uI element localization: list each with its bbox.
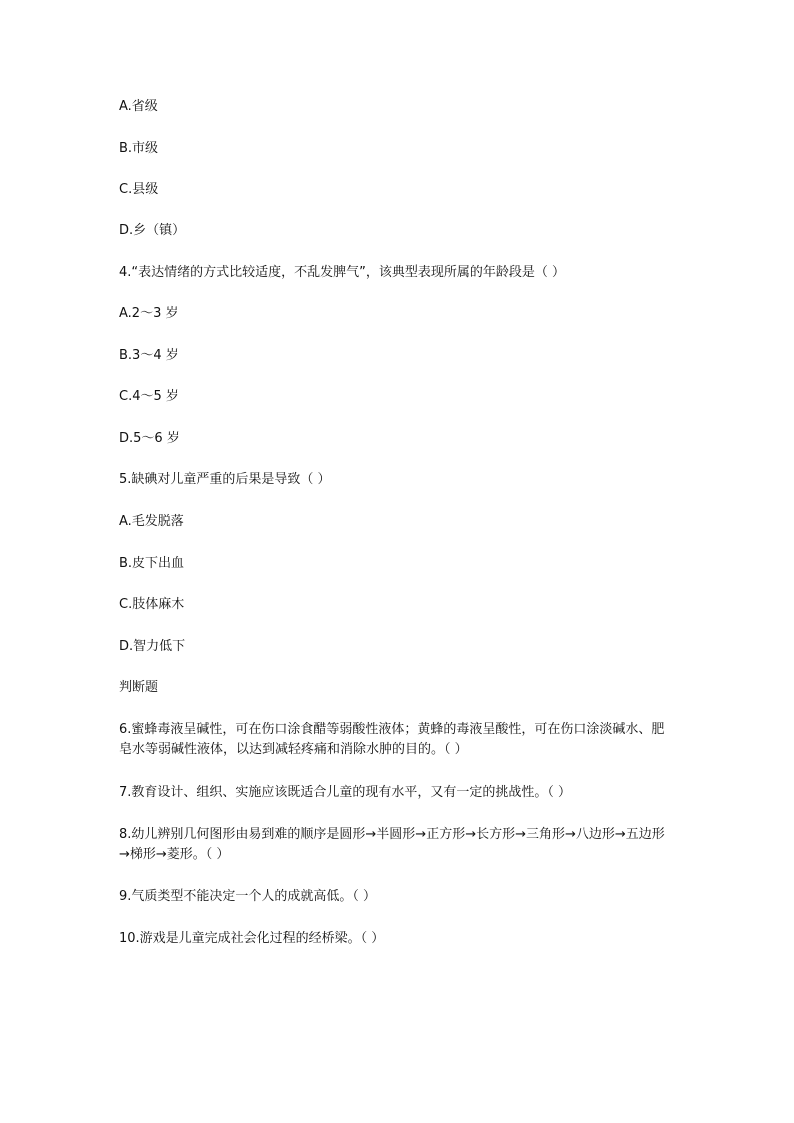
- q3-option-c: C.县级: [119, 182, 159, 197]
- tf-question-10: 10.游戏是儿童完成社会化过程的经桥梁。（ ）: [119, 931, 385, 946]
- section-title: 判断题: [119, 680, 159, 695]
- q5-option-b: B.皮下出血: [119, 556, 185, 571]
- q4-option-b: B.3～4 岁: [119, 348, 179, 363]
- tf-question-7: 7.教育设计、组织、实施应该既适合儿童的现有水平，又有一定的挑战性。（ ）: [119, 785, 572, 800]
- q4-option-c: C.4～5 岁: [119, 389, 179, 404]
- q3-option-b: B.市级: [119, 141, 159, 156]
- q5-option-d: D.智力低下: [119, 639, 186, 654]
- q5-option-c: C.肢体麻木: [119, 597, 185, 612]
- q3-option-d: D.乡（镇）: [119, 223, 186, 238]
- q5-option-a: A.毛发脱落: [119, 514, 184, 529]
- q3-option-a: A.省级: [119, 99, 158, 114]
- q4-option-a: A.2～3 岁: [119, 306, 179, 321]
- q5-stem: 5.缺碘对儿童严重的后果是导致（ ）: [119, 472, 331, 487]
- q4-option-d: D.5～6 岁: [119, 431, 180, 446]
- tf-question-9: 9.气质类型不能决定一个人的成就高低。（ ）: [119, 889, 377, 904]
- tf-question-8: 8.幼儿辨别几何图形由易到难的顺序是圆形→半圆形→正方形→长方形→三角形→八边形→五边形→梯形→菱形。（ ）: [119, 827, 665, 862]
- tf-question-6: 6.蜜蜂毒液呈碱性，可在伤口涂食醋等弱酸性液体；黄蜂的毒液呈酸性，可在伤口涂淡碱水、肥皂水等弱碱性液体，以达到减轻疼痛和消除水肿的目的。（ ）: [119, 722, 665, 757]
- q4-stem: 4.“表达情绪的方式比较适度，不乱发脾气”，该典型表现所属的年龄段是（ ）: [119, 265, 566, 280]
